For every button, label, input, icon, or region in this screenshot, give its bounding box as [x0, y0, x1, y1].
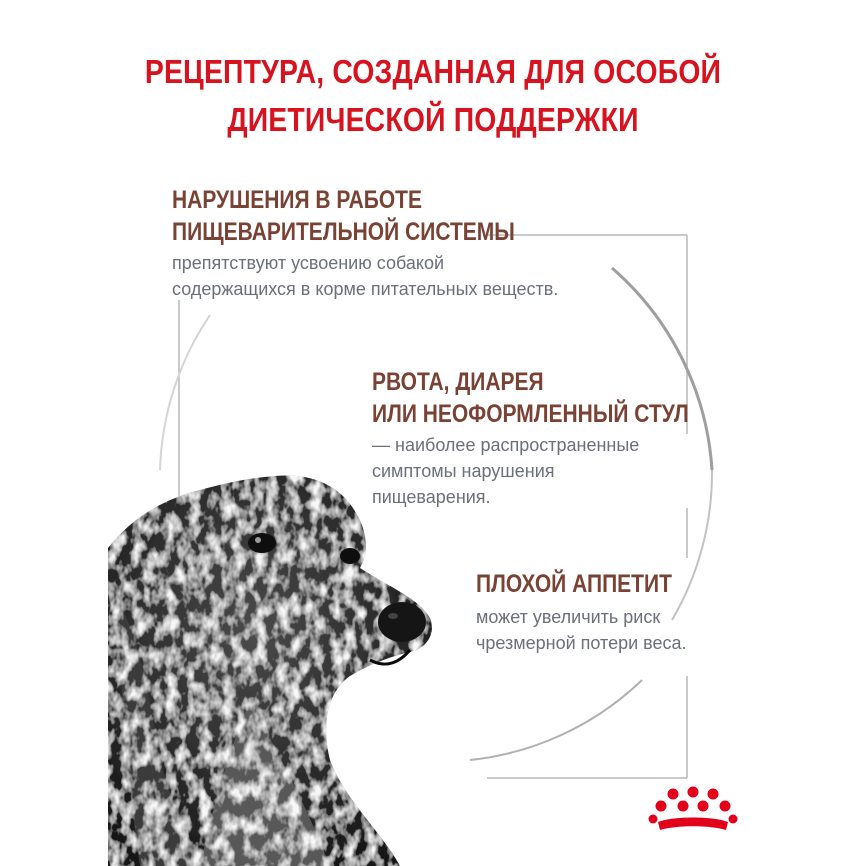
info-block-digestion	[172, 184, 580, 302]
text-line: препятствуют усвоению собакой	[172, 253, 445, 273]
info-block-text	[172, 250, 580, 302]
crown-logo-icon	[648, 786, 738, 836]
heading-line: РВОТА, ДИАРЕЯ	[372, 368, 544, 396]
heading-line: ПИЩЕВАРИТЕЛЬНОЙ СИСТЕМЫ	[172, 218, 515, 246]
dog-illustration	[108, 476, 432, 866]
heading-line: ИЛИ НЕОФОРМЛЕННЫЙ СТУЛ	[372, 400, 689, 428]
text-line: содержащихся в корме питательных веществ.	[172, 279, 559, 299]
dog-nose	[378, 602, 426, 642]
heading-line: НАРУШЕНИЯ В РАБОТЕ	[172, 186, 423, 214]
text-line: чрезмерной потери веса.	[476, 633, 687, 653]
info-block-heading	[476, 568, 672, 600]
info-block-text	[372, 432, 749, 510]
info-block-symptoms	[372, 366, 749, 510]
page-title-line-1: РЕЦЕПТУРА, СОЗДАННАЯ ДЛЯ ОСОБОЙ	[144, 53, 722, 90]
text-line: — наиболее распространенные	[372, 435, 640, 455]
page-title	[61, 48, 806, 144]
info-block-text	[476, 604, 709, 656]
info-block-heading	[372, 366, 689, 430]
dog-eye-right	[340, 548, 360, 564]
text-line: симптомы нарушения	[372, 461, 555, 481]
dog-eye-left	[248, 533, 276, 553]
text-line: может увеличить риск	[476, 607, 661, 627]
info-block-appetite	[476, 568, 709, 656]
heading-line: ПЛОХОЙ АППЕТИТ	[476, 570, 672, 598]
page-title-line-2: ДИЕТИЧЕСКОЙ ПОДДЕРЖКИ	[227, 101, 639, 138]
text-line: пищеварения.	[372, 487, 491, 507]
info-block-heading	[172, 184, 515, 248]
